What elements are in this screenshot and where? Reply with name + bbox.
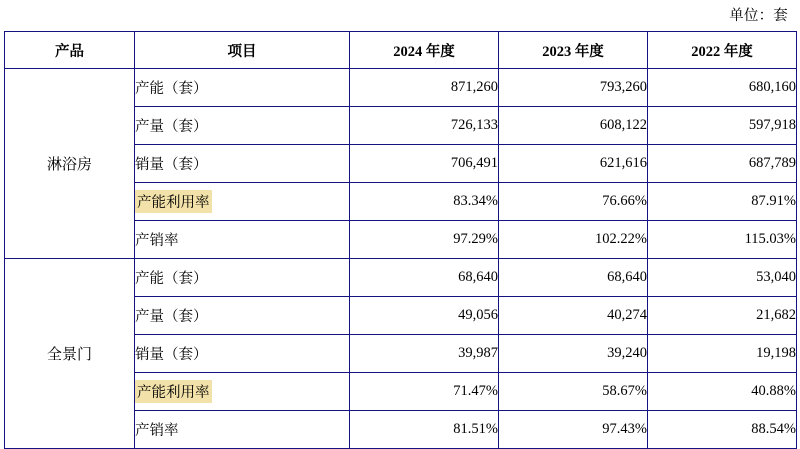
- table-row: [5, 259, 797, 297]
- value-cell-2022: 88.54%: [648, 411, 797, 449]
- unit-note: 单位：套: [729, 8, 788, 24]
- item-label: 产销率: [135, 233, 179, 249]
- item-label: 产销率: [135, 423, 179, 439]
- item-label-cell-highlighted: [135, 373, 350, 411]
- item-label-cell: [135, 259, 350, 297]
- value-cell-2024: 97.29%: [350, 221, 499, 259]
- table-body: [5, 69, 797, 449]
- value-cell-2022: 21,682: [648, 297, 797, 335]
- value-cell-2023: 40,274: [499, 297, 648, 335]
- value-cell-2023: 76.66%: [499, 183, 648, 221]
- value-cell-2022: 687,789: [648, 145, 797, 183]
- value-cell-2024: 49,056: [350, 297, 499, 335]
- value-cell-2023: 793,260: [499, 69, 648, 107]
- value-cell-2024: 39,987: [350, 335, 499, 373]
- value-cell-2023: 58.67%: [499, 373, 648, 411]
- value-cell-2023: 102.22%: [499, 221, 648, 259]
- value-cell-2024: 706,491: [350, 145, 499, 183]
- value-cell-2022: 597,918: [648, 107, 797, 145]
- item-label-cell: [135, 411, 350, 449]
- value-cell-2024: 81.51%: [350, 411, 499, 449]
- item-label: 产能利用率: [135, 190, 212, 213]
- product-cell-shower-room: 淋浴房: [5, 69, 135, 259]
- column-header-2023: 2023 年度: [499, 32, 648, 69]
- table-header-row: [5, 32, 797, 69]
- value-cell-2023: 68,640: [499, 259, 648, 297]
- product-cell-panoramic-door: 全景门: [5, 259, 135, 449]
- item-label: 销量（套）: [135, 157, 208, 173]
- item-label-cell-highlighted: [135, 183, 350, 221]
- table-header: [5, 32, 797, 69]
- value-cell-2022: 40.88%: [648, 373, 797, 411]
- item-label-cell: [135, 107, 350, 145]
- value-cell-2023: 621,616: [499, 145, 648, 183]
- item-label-cell: [135, 69, 350, 107]
- column-header-2024: 2024 年度: [350, 32, 499, 69]
- value-cell-2024: 83.34%: [350, 183, 499, 221]
- item-label-cell: [135, 145, 350, 183]
- capacity-utilization-table: [4, 31, 797, 449]
- item-label: 产能（套）: [135, 271, 208, 287]
- column-header-item: 项目: [135, 32, 350, 69]
- column-header-2022: 2022 年度: [648, 32, 797, 69]
- item-label-cell: [135, 297, 350, 335]
- value-cell-2022: 680,160: [648, 69, 797, 107]
- column-header-product: 产品: [5, 32, 135, 69]
- item-label: 产能利用率: [135, 380, 212, 403]
- value-cell-2022: 19,198: [648, 335, 797, 373]
- item-label-cell: [135, 335, 350, 373]
- item-label: 销量（套）: [135, 347, 208, 363]
- item-label: 产量（套）: [135, 309, 208, 325]
- value-cell-2024: 871,260: [350, 69, 499, 107]
- value-cell-2023: 97.43%: [499, 411, 648, 449]
- value-cell-2022: 87.91%: [648, 183, 797, 221]
- value-cell-2023: 608,122: [499, 107, 648, 145]
- item-label: 产能（套）: [135, 81, 208, 97]
- table-row: [5, 69, 797, 107]
- value-cell-2022: 115.03%: [648, 221, 797, 259]
- value-cell-2022: 53,040: [648, 259, 797, 297]
- value-cell-2024: 726,133: [350, 107, 499, 145]
- item-label: 产量（套）: [135, 119, 208, 135]
- value-cell-2024: 68,640: [350, 259, 499, 297]
- value-cell-2024: 71.47%: [350, 373, 499, 411]
- value-cell-2023: 39,240: [499, 335, 648, 373]
- item-label-cell: [135, 221, 350, 259]
